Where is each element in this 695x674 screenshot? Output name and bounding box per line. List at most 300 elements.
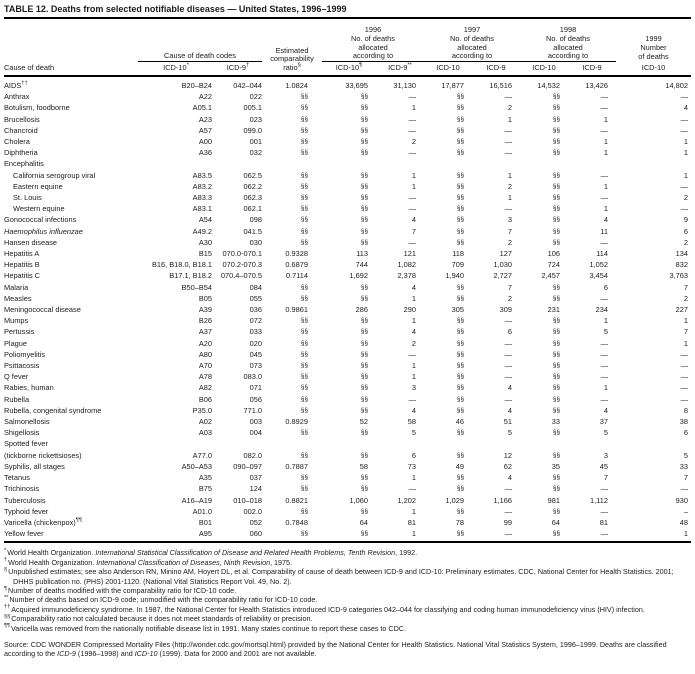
cell: 1 — [603, 316, 608, 326]
table-row — [4, 125, 691, 136]
cell: 082.0 — [243, 450, 262, 460]
cell: 002.0 — [243, 506, 262, 516]
footnote: §§Comparability ratio not calculated because it does not meet standards of reliability or precision. — [4, 613, 313, 624]
cell: 234 — [595, 305, 608, 315]
cell: 010–018 — [233, 495, 262, 505]
cell: §§ — [552, 317, 560, 325]
cell: 1 — [603, 181, 608, 191]
cell: §§ — [360, 474, 368, 482]
table-row — [4, 237, 691, 248]
cell: 73 — [407, 461, 416, 471]
cell: — — [600, 125, 608, 135]
table-row — [4, 528, 691, 542]
cell: 1 — [603, 204, 608, 214]
row-label: Trichinosis — [4, 484, 40, 494]
cell: 3 — [603, 450, 608, 460]
cell: — — [408, 349, 416, 359]
cell: §§ — [552, 126, 560, 134]
footnote: †World Health Organization. International Classification of Diseases, Ninth Revision, 1975. — [4, 557, 293, 567]
cell: 099.0 — [243, 125, 262, 135]
cell: 1,166 — [493, 495, 512, 505]
row-label: Spotted fever — [4, 439, 48, 449]
table-row — [4, 326, 691, 337]
cell: §§ — [300, 474, 308, 482]
cell: 9 — [683, 215, 688, 225]
cell: 2,457 — [541, 271, 560, 281]
cell: 6 — [507, 327, 512, 337]
cell: §§ — [300, 138, 308, 145]
col-header-ratio: Estimated comparability ratio§ — [262, 19, 322, 76]
cell: — — [600, 293, 608, 303]
cell: — — [600, 349, 608, 359]
cell: 6 — [411, 450, 416, 460]
cell: §§ — [552, 451, 560, 459]
cell: 2,378 — [397, 271, 416, 281]
cell: §§ — [552, 395, 560, 403]
row-label: Measles — [4, 293, 32, 303]
row-label: Meningococcal disease — [4, 305, 81, 315]
table-row — [4, 181, 691, 192]
cell: 286 — [355, 305, 368, 315]
cell: 2 — [411, 137, 416, 146]
cell: 5 — [683, 450, 688, 460]
table-row — [4, 203, 691, 214]
cell: 070.2-070.3 — [222, 260, 262, 270]
cell: §§ — [456, 194, 464, 202]
row-label: Q fever — [4, 372, 29, 382]
cell: §§ — [300, 328, 308, 336]
cell: §§ — [552, 373, 560, 381]
deaths-table — [4, 19, 691, 543]
cell: §§ — [552, 530, 560, 538]
cell: A03 — [198, 428, 212, 438]
cell: §§ — [360, 429, 368, 437]
cell: §§ — [456, 429, 464, 437]
cell: 33 — [551, 417, 560, 427]
cell: 7 — [411, 226, 416, 236]
cell: — — [600, 193, 608, 203]
cell: 2,727 — [493, 271, 512, 281]
table-row — [4, 226, 691, 237]
cell: §§ — [552, 227, 560, 235]
cell: 1 — [603, 137, 608, 146]
cell: §§ — [300, 373, 308, 381]
cell — [616, 438, 691, 449]
cell: 003 — [249, 417, 262, 427]
cell: §§ — [300, 429, 308, 437]
cell: 1 — [603, 383, 608, 393]
footnote: **Number of deaths based on ICD-9 code; unmodified with the comparability ratio for ICD-10 code. — [4, 594, 318, 605]
cell: 33 — [679, 461, 688, 471]
cell: — — [680, 92, 688, 102]
cell: 4 — [507, 383, 512, 393]
cell: 81 — [407, 517, 416, 527]
cell: §§ — [456, 406, 464, 414]
cell: 1 — [411, 103, 416, 113]
cell: 31,130 — [393, 80, 416, 90]
row-label: (tickborne rickettsioses) — [4, 450, 82, 460]
cell: 1,940 — [445, 271, 464, 281]
row-label: Malaria — [4, 282, 29, 292]
cell: 12 — [503, 450, 512, 460]
cell: 1,029 — [445, 495, 464, 505]
cell: — — [680, 181, 688, 191]
cell: §§ — [552, 171, 560, 179]
cell: 1 — [507, 170, 512, 180]
cell: 8 — [683, 405, 688, 415]
cell: A49.2 — [192, 226, 212, 236]
cell: 305 — [451, 305, 464, 315]
row-label: Hepatitis C — [4, 271, 41, 281]
cell: 033 — [249, 327, 262, 337]
cell: 1 — [683, 137, 688, 146]
cell: 16,516 — [489, 80, 512, 90]
cell: §§ — [552, 294, 560, 302]
cell: §§ — [456, 294, 464, 302]
col-header-1998-icd9: ICD-9 — [568, 62, 616, 76]
cell: — — [504, 361, 512, 371]
cell: §§ — [300, 182, 308, 190]
cell: 1 — [683, 316, 688, 326]
cell: 056 — [249, 394, 262, 404]
cell: A37 — [198, 327, 212, 337]
cell: 290 — [403, 305, 416, 315]
cell: §§ — [360, 194, 368, 202]
cell: 114 — [596, 249, 608, 259]
cell: §§ — [552, 429, 560, 437]
cell: 4 — [411, 215, 416, 225]
cell: — — [504, 137, 512, 146]
cell: 4 — [507, 405, 512, 415]
cell: §§ — [456, 104, 464, 112]
cell: — — [600, 170, 608, 180]
cell: — — [600, 484, 608, 494]
footnote: *World Health Organization. International Statistical Classification of Disease and Related Health Problems, Tenth Revision, 1992. — [4, 547, 418, 558]
row-label: Diphtheria — [4, 148, 38, 158]
cell: §§ — [456, 451, 464, 459]
cell: 1,692 — [349, 271, 368, 281]
cell: B01 — [198, 517, 212, 527]
cell: 1,030 — [493, 260, 512, 270]
cell: §§ — [552, 339, 560, 347]
cell: 7 — [603, 473, 608, 483]
cell: 036 — [249, 305, 262, 315]
cell: §§ — [360, 294, 368, 302]
cell: A23 — [198, 114, 212, 124]
cell: §§ — [456, 350, 464, 358]
cell: §§ — [300, 362, 308, 370]
cell: 81 — [599, 517, 608, 527]
col-header-1997-icd9: ICD-9 — [472, 62, 520, 76]
cell: A16–A19 — [181, 495, 212, 505]
cell — [262, 158, 322, 169]
cell: §§ — [552, 328, 560, 336]
cell: 072 — [249, 316, 262, 326]
cell: 832 — [675, 260, 688, 270]
cell: — — [600, 506, 608, 516]
cell: — — [408, 484, 416, 494]
cell: — — [408, 148, 416, 158]
cell: 2 — [507, 237, 512, 247]
cell: 981 — [547, 495, 560, 505]
row-label: St. Louis — [13, 193, 42, 203]
cell: A36 — [198, 148, 212, 158]
cell: 062.1 — [243, 204, 262, 214]
table-row — [4, 259, 691, 270]
col-group-1997: 1997 No. of deaths allocated according to — [424, 19, 520, 62]
cell: 041.5 — [243, 226, 262, 236]
cell: — — [408, 204, 416, 214]
row-label: AIDS†† — [4, 80, 28, 90]
cell: 4 — [683, 103, 688, 113]
cell: 118 — [452, 249, 464, 259]
cell: 14,802 — [665, 80, 688, 90]
cell: 64 — [551, 517, 560, 527]
cell: 930 — [675, 495, 688, 505]
cell: 51 — [503, 417, 512, 427]
cell: P35.0 — [192, 405, 212, 415]
cell: §§ — [300, 194, 308, 202]
cell: — — [680, 372, 688, 382]
col-header-1999-icd10: ICD-10 — [616, 62, 691, 76]
cell: §§ — [360, 485, 368, 493]
cell: 17,877 — [441, 80, 464, 90]
table-row — [4, 517, 691, 528]
cell: 2 — [411, 338, 416, 348]
cell: §§ — [360, 339, 368, 347]
col-header-codes-icd10: ICD-10* — [138, 62, 214, 76]
cell: — — [600, 372, 608, 382]
cell: §§ — [552, 474, 560, 482]
cell: 1 — [411, 316, 416, 326]
cell: — — [680, 114, 688, 124]
table-row — [4, 427, 691, 438]
cell: §§ — [360, 238, 368, 246]
cell: §§ — [552, 216, 560, 224]
cell: 2 — [683, 293, 688, 303]
cell: — — [504, 125, 512, 135]
table-row — [4, 450, 691, 461]
cell: — — [504, 372, 512, 382]
cell: 1 — [411, 473, 416, 483]
cell: 1,082 — [397, 260, 416, 270]
cell: 037 — [249, 473, 262, 483]
cell: §§ — [300, 507, 308, 515]
table-row — [4, 248, 691, 259]
cell: 1 — [411, 372, 416, 382]
cell: 071 — [249, 383, 262, 393]
cell: §§ — [552, 194, 560, 202]
cell: — — [600, 92, 608, 102]
cell: §§ — [456, 126, 464, 134]
cell: B50–B54 — [181, 282, 212, 292]
cell: A39 — [198, 305, 212, 315]
cell: §§ — [360, 362, 368, 370]
cell: B75 — [198, 484, 212, 494]
cell: — — [408, 92, 416, 102]
cell: 2 — [507, 293, 512, 303]
cell: 5 — [411, 428, 416, 438]
cell: §§ — [300, 104, 308, 112]
cell: 073 — [249, 361, 262, 371]
cell — [376, 438, 424, 449]
cell: §§ — [456, 384, 464, 392]
cell — [138, 158, 214, 169]
cell: §§ — [552, 384, 560, 392]
cell: A35 — [198, 473, 212, 483]
row-label: Cholera — [4, 137, 30, 146]
cell — [424, 158, 472, 169]
cell: §§ — [552, 362, 560, 370]
table-row — [4, 461, 691, 472]
cell: §§ — [456, 238, 464, 246]
cell: 4 — [603, 405, 608, 415]
row-label: Shigellosis — [4, 428, 40, 438]
footnote: §Unpublished estimates; see also Anderson RN, Minino AM, Hoyert DL, et al. Comparability of cause of death between ICD-9 and ICD-10: Preliminary estimates. CDC, National Center for Health Statistics. 2001; DHHS publication no. (PHS) 2001-1120. (National Vital Statistics Report Vol. 49, No. 2). — [4, 566, 674, 586]
cell: 7 — [683, 282, 688, 292]
cell: 37 — [599, 417, 608, 427]
cell: 14,532 — [537, 80, 560, 90]
cell: 3 — [411, 383, 416, 393]
cell: — — [680, 484, 688, 494]
cell: — — [504, 529, 512, 539]
cell: 4 — [507, 473, 512, 483]
cell: 4 — [411, 282, 416, 292]
row-label: Anthrax — [4, 92, 30, 102]
cell: — — [680, 383, 688, 393]
cell: — — [600, 361, 608, 371]
cell: §§ — [300, 294, 308, 302]
row-label: Botulism, foodborne — [4, 103, 70, 113]
cell: 13,426 — [585, 80, 608, 90]
row-label: Psittacosis — [4, 361, 40, 371]
cell: 1 — [411, 293, 416, 303]
cell: §§ — [456, 283, 464, 291]
cell: §§ — [360, 126, 368, 134]
cell: §§ — [456, 339, 464, 347]
cell: A83.3 — [192, 193, 212, 203]
cell: B16, B18.0, B18.1 — [152, 260, 212, 270]
cell: — — [504, 484, 512, 494]
cell: 48 — [679, 517, 688, 527]
cell: §§ — [456, 530, 464, 538]
cell: — — [504, 92, 512, 102]
cell: 0.8929 — [285, 417, 308, 427]
cell: §§ — [552, 115, 560, 123]
cell: §§ — [456, 485, 464, 493]
cell: 231 — [547, 305, 560, 315]
cell: 5 — [603, 428, 608, 438]
cell: A02 — [198, 417, 212, 427]
table-row — [4, 114, 691, 125]
row-label: Western equine — [13, 204, 65, 214]
cell: 33,695 — [345, 80, 368, 90]
cell: §§ — [360, 507, 368, 515]
cell: §§ — [360, 149, 368, 157]
col-header-1998-icd10: ICD-10 — [520, 62, 568, 76]
cell: — — [600, 338, 608, 348]
row-label: Eastern equine — [13, 181, 63, 191]
table-row — [4, 192, 691, 203]
col-header-1996-icd10: ICD-10¶ — [322, 62, 376, 76]
cell: §§ — [360, 227, 368, 235]
row-label: Chancroid — [4, 125, 38, 135]
cell — [376, 158, 424, 169]
row-label: Tetanus — [4, 473, 30, 483]
cell: A95 — [198, 529, 212, 539]
cell: §§ — [360, 115, 368, 123]
cell: §§ — [300, 171, 308, 179]
cell: A83.5 — [192, 170, 212, 180]
footnote: ¶¶Varicella was removed from the nationally notifiable disease list in 1991. Many states continue to report these cases to CDC. — [4, 623, 406, 633]
cell: 1,052 — [589, 260, 608, 270]
row-label: Poliomyelitis — [4, 349, 46, 359]
cell: §§ — [360, 104, 368, 112]
cell: — — [504, 316, 512, 326]
cell: 055 — [249, 293, 262, 303]
cell: §§ — [552, 406, 560, 414]
cell: §§ — [456, 182, 464, 190]
cell: A05.1 — [192, 103, 212, 113]
table-body — [4, 76, 691, 542]
cell: §§ — [360, 328, 368, 336]
cell: §§ — [456, 395, 464, 403]
cell: 0.8821 — [285, 495, 308, 505]
cell: §§ — [456, 474, 464, 482]
cell: 070.4–070.5 — [220, 271, 262, 281]
cell: 6 — [683, 226, 688, 236]
cell — [520, 438, 568, 449]
col-group-codes: Cause of death codes — [138, 19, 262, 62]
cell: A83.1 — [192, 204, 212, 214]
cell: 113 — [356, 249, 368, 259]
row-label: Salmonellosis — [4, 417, 50, 427]
cell: 134 — [675, 249, 688, 259]
cell: 0.7887 — [285, 461, 308, 471]
cell: §§ — [456, 317, 464, 325]
cell: 78 — [455, 517, 464, 527]
cell: A54 — [198, 215, 212, 225]
cell: §§ — [300, 317, 308, 325]
cell: 744 — [355, 260, 368, 270]
cell: 0.9328 — [285, 249, 308, 259]
cell: §§ — [360, 216, 368, 224]
cell: 005.1 — [243, 103, 262, 113]
cell: 709 — [451, 260, 464, 270]
cell: §§ — [300, 283, 308, 291]
cell: §§ — [360, 283, 368, 291]
cell — [616, 158, 691, 169]
cell: — — [680, 125, 688, 135]
cell: 1 — [683, 170, 688, 180]
col-header-1996-icd9: ICD-9** — [376, 62, 424, 76]
cell: B06 — [198, 394, 212, 404]
cell: 121 — [403, 249, 416, 259]
cell: 1 — [507, 114, 512, 124]
cell: 3 — [507, 215, 512, 225]
cell: 7 — [683, 327, 688, 337]
cell: 1 — [683, 529, 688, 539]
cell: 2 — [507, 103, 512, 113]
col-header-cause: Cause of death — [4, 19, 138, 76]
cell: §§ — [360, 373, 368, 381]
cell: 1 — [411, 361, 416, 371]
page-title: TABLE 12. Deaths from selected notifiable diseases — United States, 1996–1999 — [4, 3, 691, 19]
cell: — — [504, 148, 512, 158]
cell: 4 — [603, 215, 608, 225]
cell: 309 — [499, 305, 512, 315]
cell: 090–097 — [233, 461, 262, 471]
